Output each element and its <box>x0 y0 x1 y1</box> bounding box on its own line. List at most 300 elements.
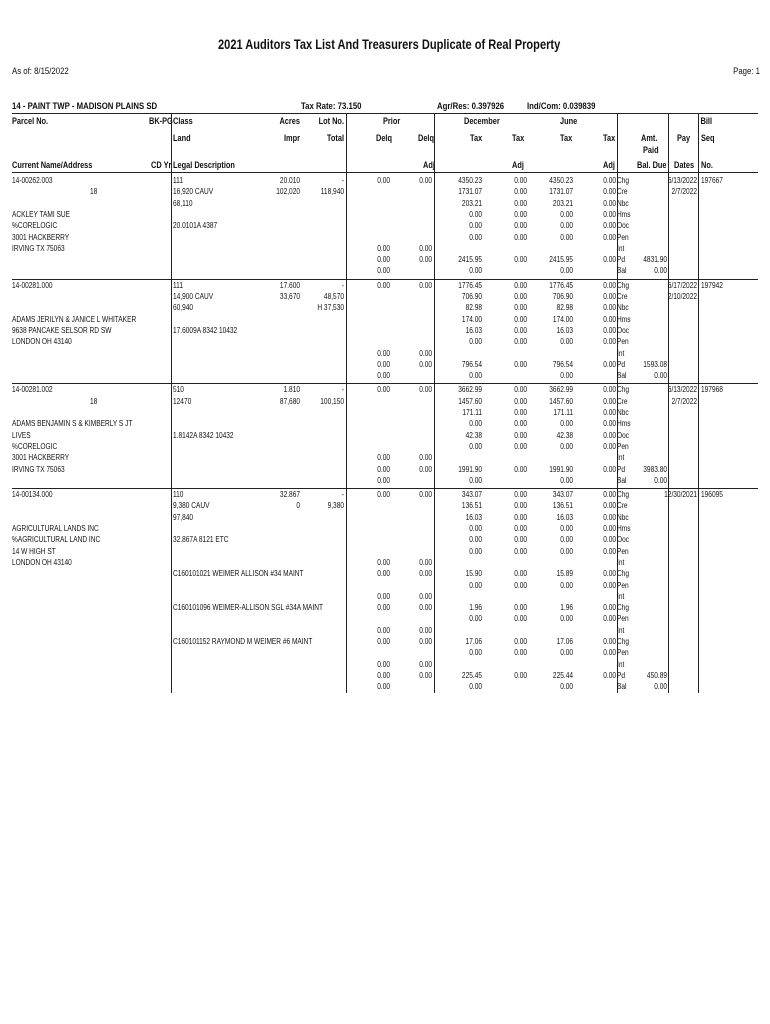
owner-name-line: ADAMS BENJAMIN S & KIMBERLY S JT <box>12 419 133 429</box>
col-december: December <box>464 116 500 126</box>
december-adj: 0.00 <box>514 303 527 313</box>
december-adj: 0.00 <box>514 359 527 369</box>
june-adj: 0.00 <box>603 501 616 511</box>
pay-date: 2/7/2022 <box>671 187 697 197</box>
agr-res-rate: Agr/Res: 0.397926 <box>437 101 505 112</box>
june-tax: 82.98 <box>556 303 573 313</box>
record-separator <box>12 383 758 384</box>
assessment-note: C160101096 WEIMER-ALLISON SGL #34A MAINT <box>173 603 323 613</box>
december-adj: 0.00 <box>514 209 527 219</box>
cd-year: 18 <box>90 396 98 406</box>
class-code: 111 <box>173 176 183 185</box>
december-tax: 0.00 <box>469 232 482 242</box>
december-adj: 0.00 <box>514 546 527 556</box>
page-number: Page: 1 <box>733 66 760 77</box>
col-dec-tax2: Tax <box>512 133 525 143</box>
col-prior-delq: Delq <box>376 133 393 143</box>
june-tax: 0.00 <box>560 524 573 533</box>
prior-delq: 0.00 <box>377 266 390 276</box>
prior-delq: 0.00 <box>377 453 390 463</box>
pay-date: 2/7/2022 <box>671 396 697 406</box>
june-adj: 0.00 <box>603 670 616 680</box>
december-adj: 0.00 <box>514 232 527 242</box>
tax-code: Chg <box>617 490 630 500</box>
prior-delq: 0.00 <box>377 490 390 500</box>
lot-number: - <box>341 490 344 500</box>
impr-value: 33,670 <box>279 292 300 301</box>
owner-name-line: ACKLEY TAMI SUE <box>12 209 70 219</box>
tax-code: Chg <box>617 385 630 395</box>
june-tax: 0.00 <box>560 232 573 242</box>
tax-code: Nbc <box>617 198 629 208</box>
col-adj-jun: Adj <box>603 160 615 170</box>
tax-code: Pen <box>617 441 629 451</box>
tax-code: Int <box>617 625 625 635</box>
col-land: Land <box>173 133 191 143</box>
june-tax: 0.00 <box>560 337 573 347</box>
tax-code: Ooc <box>617 221 630 231</box>
december-tax: 0.00 <box>469 209 482 219</box>
prior-delq: 0.00 <box>377 682 390 692</box>
col-parcel-no: Parcel No. <box>12 116 49 126</box>
col-lot-no: Lot No. <box>318 116 344 126</box>
june-adj: 0.00 <box>603 580 616 590</box>
december-tax: 0.00 <box>469 441 482 451</box>
prior-delq: 0.00 <box>377 348 390 358</box>
june-adj: 0.00 <box>603 176 616 185</box>
june-tax: 15.89 <box>556 569 573 579</box>
june-adj: 0.00 <box>603 232 616 242</box>
june-tax: 0.00 <box>560 682 573 692</box>
december-adj: 0.00 <box>514 396 527 406</box>
col-total: Total <box>326 133 344 143</box>
tax-code: Bal <box>617 682 627 692</box>
june-adj: 0.00 <box>603 512 616 522</box>
bill-seq: 197942 <box>701 280 723 290</box>
december-tax: 1776.45 <box>458 280 482 290</box>
owner-name-line: %CORELOGIC <box>12 441 58 451</box>
cd-year: 18 <box>90 187 98 197</box>
june-adj: 0.00 <box>603 430 616 440</box>
pay-date: 2/10/2022 <box>667 292 697 301</box>
record-separator <box>12 279 758 280</box>
prior-delq: 0.00 <box>377 255 390 265</box>
june-adj: 0.00 <box>603 441 616 451</box>
col-bk-pg: BK-PG <box>149 116 173 126</box>
june-tax: 0.00 <box>560 546 573 556</box>
district-name: 14 - PAINT TWP - MADISON PLAINS SD <box>12 101 158 112</box>
tax-rate: Tax Rate: 73.150 <box>301 101 362 112</box>
december-adj: 0.00 <box>514 441 527 451</box>
june-tax: 1.96 <box>560 603 573 613</box>
col-jun-tax2: Tax <box>603 133 616 143</box>
december-tax: 0.00 <box>469 371 482 381</box>
tax-code: Pd <box>617 464 626 474</box>
december-tax: 203.21 <box>461 198 482 208</box>
december-tax: 0.00 <box>469 614 482 624</box>
impr-value: 87,680 <box>279 396 300 406</box>
prior-delq: 0.00 <box>377 280 390 290</box>
owner-name-line: IRVING TX 75063 <box>12 464 65 474</box>
prior-delq: 0.00 <box>377 557 390 567</box>
tax-code: Pd <box>617 670 626 680</box>
owner-name-line: LONDON OH 43140 <box>12 557 72 567</box>
column-divider-bkpg <box>171 113 172 693</box>
delq-value: 0.00 <box>419 359 432 369</box>
col-dec-tax: Tax <box>470 133 483 143</box>
delq-value: 0.00 <box>419 348 432 358</box>
delq-value: 0.00 <box>419 453 432 463</box>
owner-name-line: IRVING TX 75063 <box>12 243 65 253</box>
prior-delq: 0.00 <box>377 359 390 369</box>
col-dates: Dates <box>674 160 695 170</box>
december-adj: 0.00 <box>514 430 527 440</box>
prior-delq: 0.00 <box>377 371 390 381</box>
delq-value: 0.00 <box>419 490 432 500</box>
december-adj: 0.00 <box>514 187 527 197</box>
impr-value: 102,020 <box>276 187 300 197</box>
june-tax: 0.00 <box>560 209 573 219</box>
tax-code: Hms <box>617 419 631 429</box>
tax-code: Int <box>617 557 625 567</box>
tax-code: Pen <box>617 614 629 624</box>
col-prior: Prior <box>383 116 401 126</box>
assessment-note: C160101152 RAYMOND M WEIMER #6 MAINT <box>173 637 313 646</box>
prior-delq: 0.00 <box>377 464 390 474</box>
june-tax: 0.00 <box>560 441 573 451</box>
bill-seq: 196095 <box>701 490 723 500</box>
owner-name-line: LIVES <box>12 430 31 440</box>
june-tax: 4350.23 <box>549 176 573 185</box>
june-adj: 0.00 <box>603 198 616 208</box>
report-title: 2021 Auditors Tax List And Treasurers Duplicate of Real Property <box>218 37 561 52</box>
parcel-number: 14-00281.000 <box>12 280 53 290</box>
owner-name-line: 9638 PANCAKE SELSOR RD SW <box>12 325 112 335</box>
tax-code: Pen <box>617 546 629 556</box>
column-divider-seq <box>698 113 699 693</box>
december-adj: 0.00 <box>514 176 527 185</box>
amount-paid: 0.00 <box>654 371 667 381</box>
pay-date: 6/13/2022 <box>667 176 697 185</box>
tax-code: Chg <box>617 603 630 613</box>
legal-description: 32.867A 8121 ETC <box>173 535 229 545</box>
total-value: 48,570 <box>323 292 344 301</box>
col-adj-prior: Adj <box>423 160 435 170</box>
col-class: Class <box>173 116 193 126</box>
december-adj: 0.00 <box>514 280 527 290</box>
june-adj: 0.00 <box>603 292 616 301</box>
prior-delq: 0.00 <box>377 670 390 680</box>
june-adj: 0.00 <box>603 546 616 556</box>
december-tax: 0.00 <box>469 337 482 347</box>
tax-code: Nbc <box>617 512 629 522</box>
legal-description: 17.6009A 8342 10432 <box>173 325 238 335</box>
amount-paid: 4831.90 <box>643 255 667 265</box>
december-tax: 0.00 <box>469 221 482 231</box>
pay-date: 6/13/2022 <box>667 385 697 395</box>
tax-code: Hms <box>617 524 631 533</box>
june-tax: 42.38 <box>556 430 573 440</box>
december-tax: 1731.07 <box>458 187 482 197</box>
tax-code: Ooc <box>617 430 630 440</box>
december-adj: 0.00 <box>514 255 527 265</box>
june-tax: 0.00 <box>560 648 573 658</box>
june-tax: 0.00 <box>560 221 573 231</box>
delq-value: 0.00 <box>419 176 432 185</box>
december-tax: 16.03 <box>465 325 482 335</box>
june-tax: 136.51 <box>552 501 573 511</box>
june-tax: 3662.99 <box>549 385 573 395</box>
class-code: 111 <box>173 280 183 290</box>
december-tax: 0.00 <box>469 535 482 545</box>
june-tax: 343.07 <box>552 490 573 500</box>
december-adj: 0.00 <box>514 603 527 613</box>
col-current-name: Current Name/Address <box>12 160 93 170</box>
december-adj: 0.00 <box>514 670 527 680</box>
header-top-rule <box>12 113 758 114</box>
tax-code: Bal <box>617 475 627 485</box>
tax-code: Bal <box>617 371 627 381</box>
owner-name-line: ADAMS JERILYN & JANICE L WHITAKER <box>12 314 137 324</box>
col-acres: Acres <box>279 116 300 126</box>
tax-code: Ooc <box>617 535 630 545</box>
december-tax: 0.00 <box>469 266 482 276</box>
december-tax: 16.03 <box>465 512 482 522</box>
land-value: 9,380 CAUV <box>173 501 210 511</box>
prior-delq: 0.00 <box>377 625 390 635</box>
col-pay: Pay <box>677 133 691 143</box>
tax-code: Int <box>617 591 625 601</box>
tax-code: Pen <box>617 232 629 242</box>
june-adj: 0.00 <box>603 187 616 197</box>
delq-value: 0.00 <box>419 255 432 265</box>
total-value: 100,150 <box>320 396 344 406</box>
june-tax: 0.00 <box>560 371 573 381</box>
class-value: 60,940 <box>173 303 194 313</box>
december-adj: 0.00 <box>514 419 527 429</box>
december-adj: 0.00 <box>514 580 527 590</box>
col-bal-due: Bal. Due <box>637 160 667 170</box>
delq-value: 0.00 <box>419 569 432 579</box>
june-adj: 0.00 <box>603 396 616 406</box>
tax-code: Bal <box>617 266 627 276</box>
december-adj: 0.00 <box>514 501 527 511</box>
june-adj: 0.00 <box>603 221 616 231</box>
december-tax: 225.45 <box>461 670 482 680</box>
tax-code: Hms <box>617 314 631 324</box>
december-adj: 0.00 <box>514 314 527 324</box>
december-adj: 0.00 <box>514 535 527 545</box>
june-tax: 16.03 <box>556 512 573 522</box>
june-adj: 0.00 <box>603 385 616 395</box>
ind-com-rate: Ind/Com: 0.039839 <box>527 101 596 112</box>
june-tax: 1731.07 <box>549 187 573 197</box>
tax-code: Chg <box>617 280 630 290</box>
delq-value: 0.00 <box>419 603 432 613</box>
homestead-value: H 37,530 <box>317 303 344 313</box>
prior-delq: 0.00 <box>377 659 390 669</box>
december-adj: 0.00 <box>514 512 527 522</box>
december-tax: 42.38 <box>465 430 482 440</box>
tax-code: Cre <box>617 187 628 197</box>
december-tax: 0.00 <box>469 682 482 692</box>
delq-value: 0.00 <box>419 659 432 669</box>
december-tax: 706.90 <box>461 292 482 301</box>
total-value: 118,940 <box>320 187 344 197</box>
as-of-date: As of: 8/15/2022 <box>12 66 69 77</box>
december-tax: 0.00 <box>469 475 482 485</box>
col-legal: Legal Description <box>173 160 235 170</box>
december-tax: 0.00 <box>469 580 482 590</box>
land-value: 16,920 CAUV <box>173 187 214 197</box>
december-adj: 0.00 <box>514 325 527 335</box>
owner-name-line: 14 W HIGH ST <box>12 546 56 556</box>
legal-description: 1.8142A 8342 10432 <box>173 430 234 440</box>
december-tax: 2415.95 <box>458 255 482 265</box>
tax-code: Pd <box>617 359 626 369</box>
december-tax: 171.11 <box>462 408 482 417</box>
june-tax: 0.00 <box>560 580 573 590</box>
december-tax: 3662.99 <box>458 385 482 395</box>
bill-seq: 197667 <box>701 176 723 185</box>
col-bill: Bill <box>700 116 712 126</box>
december-adj: 0.00 <box>514 337 527 347</box>
parcel-number: 14-00262.003 <box>12 176 53 185</box>
tax-code: Pen <box>617 337 629 347</box>
prior-delq: 0.00 <box>377 591 390 601</box>
december-tax: 0.00 <box>469 648 482 658</box>
december-tax: 17.06 <box>465 637 482 646</box>
december-adj: 0.00 <box>514 385 527 395</box>
bill-seq: 197968 <box>701 385 723 395</box>
december-tax: 4350.23 <box>458 176 482 185</box>
june-adj: 0.00 <box>603 419 616 429</box>
delq-value: 0.00 <box>419 625 432 635</box>
owner-name-line: %CORELOGIC <box>12 221 58 231</box>
june-tax: 2415.95 <box>549 255 573 265</box>
class-code: 510 <box>173 385 184 395</box>
owner-name-line: AGRICULTURAL LANDS INC <box>12 524 99 533</box>
december-adj: 0.00 <box>514 292 527 301</box>
tax-code: Pd <box>617 255 626 265</box>
december-tax: 1991.90 <box>458 464 482 474</box>
class-value: 97,840 <box>173 512 194 522</box>
header-bottom-rule <box>12 172 758 173</box>
tax-code: Chg <box>617 176 630 185</box>
total-value: 9,380 <box>327 501 344 511</box>
june-adj: 0.00 <box>603 535 616 545</box>
acres-value: 1.810 <box>283 385 300 395</box>
june-tax: 225.44 <box>552 670 573 680</box>
prior-delq: 0.00 <box>377 385 390 395</box>
june-adj: 0.00 <box>603 408 616 417</box>
december-tax: 174.00 <box>461 314 482 324</box>
june-tax: 0.00 <box>560 419 573 429</box>
june-tax: 1776.45 <box>549 280 573 290</box>
june-adj: 0.00 <box>603 255 616 265</box>
tax-code: Int <box>617 659 625 669</box>
col-paid: Paid <box>643 145 659 155</box>
lot-number: - <box>341 176 344 185</box>
col-seq: Seq <box>701 133 715 143</box>
june-tax: 1991.90 <box>549 464 573 474</box>
june-adj: 0.00 <box>603 614 616 624</box>
tax-code: Hms <box>617 209 631 219</box>
land-value: 14,900 CAUV <box>173 292 214 301</box>
december-adj: 0.00 <box>514 490 527 500</box>
june-tax: 0.00 <box>560 475 573 485</box>
tax-code: Cre <box>617 501 628 511</box>
june-tax: 171.11 <box>553 408 573 417</box>
lot-number: - <box>341 385 344 395</box>
pay-date: 6/17/2022 <box>667 280 697 290</box>
acres-value: 17.600 <box>279 280 300 290</box>
owner-name-line: 3001 HACKBERRY <box>12 232 70 242</box>
december-adj: 0.00 <box>514 614 527 624</box>
prior-delq: 0.00 <box>377 243 390 253</box>
prior-delq: 0.00 <box>377 637 390 646</box>
amount-paid: 1593.08 <box>643 359 667 369</box>
tax-code: Chg <box>617 569 630 579</box>
december-tax: 136.51 <box>461 501 482 511</box>
tax-code: Ooc <box>617 325 630 335</box>
assessment-note: C160101021 WEIMER ALLISON #34 MAINT <box>173 569 304 579</box>
tax-code: Int <box>617 243 625 253</box>
june-tax: 1457.60 <box>549 396 573 406</box>
col-amt: Amt. <box>641 133 658 143</box>
june-adj: 0.00 <box>603 524 616 533</box>
june-adj: 0.00 <box>603 359 616 369</box>
june-adj: 0.00 <box>603 569 616 579</box>
december-tax: 1457.60 <box>458 396 482 406</box>
delq-value: 0.00 <box>419 243 432 253</box>
december-adj: 0.00 <box>514 464 527 474</box>
june-tax: 174.00 <box>552 314 573 324</box>
june-tax: 0.00 <box>560 266 573 276</box>
col-delq: Delq <box>418 133 435 143</box>
june-adj: 0.00 <box>603 325 616 335</box>
delq-value: 0.00 <box>419 280 432 290</box>
december-adj: 0.00 <box>514 637 527 646</box>
december-tax: 0.00 <box>469 524 482 533</box>
col-no: No. <box>701 160 713 170</box>
tax-code: Chg <box>617 637 630 646</box>
tax-code: Pen <box>617 580 629 590</box>
june-adj: 0.00 <box>603 464 616 474</box>
june-adj: 0.00 <box>603 337 616 347</box>
prior-delq: 0.00 <box>377 569 390 579</box>
pay-date: 12/30/2021 <box>664 490 697 500</box>
col-june: June <box>560 116 578 126</box>
delq-value: 0.00 <box>419 670 432 680</box>
class-value: 68,110 <box>173 198 193 208</box>
delq-value: 0.00 <box>419 464 432 474</box>
amount-paid: 0.00 <box>654 475 667 485</box>
owner-name-line: LONDON OH 43140 <box>12 337 72 347</box>
lot-number: - <box>341 280 344 290</box>
delq-value: 0.00 <box>419 591 432 601</box>
tax-code: Pen <box>617 648 629 658</box>
june-adj: 0.00 <box>603 637 616 646</box>
class-code: 110 <box>173 490 184 500</box>
december-adj: 0.00 <box>514 221 527 231</box>
tax-code: Nbc <box>617 408 629 417</box>
june-tax: 796.54 <box>552 359 573 369</box>
december-adj: 0.00 <box>514 648 527 658</box>
impr-value: 0 <box>296 501 300 511</box>
parcel-number: 14-00134.000 <box>12 490 53 500</box>
december-adj: 0.00 <box>514 524 527 533</box>
